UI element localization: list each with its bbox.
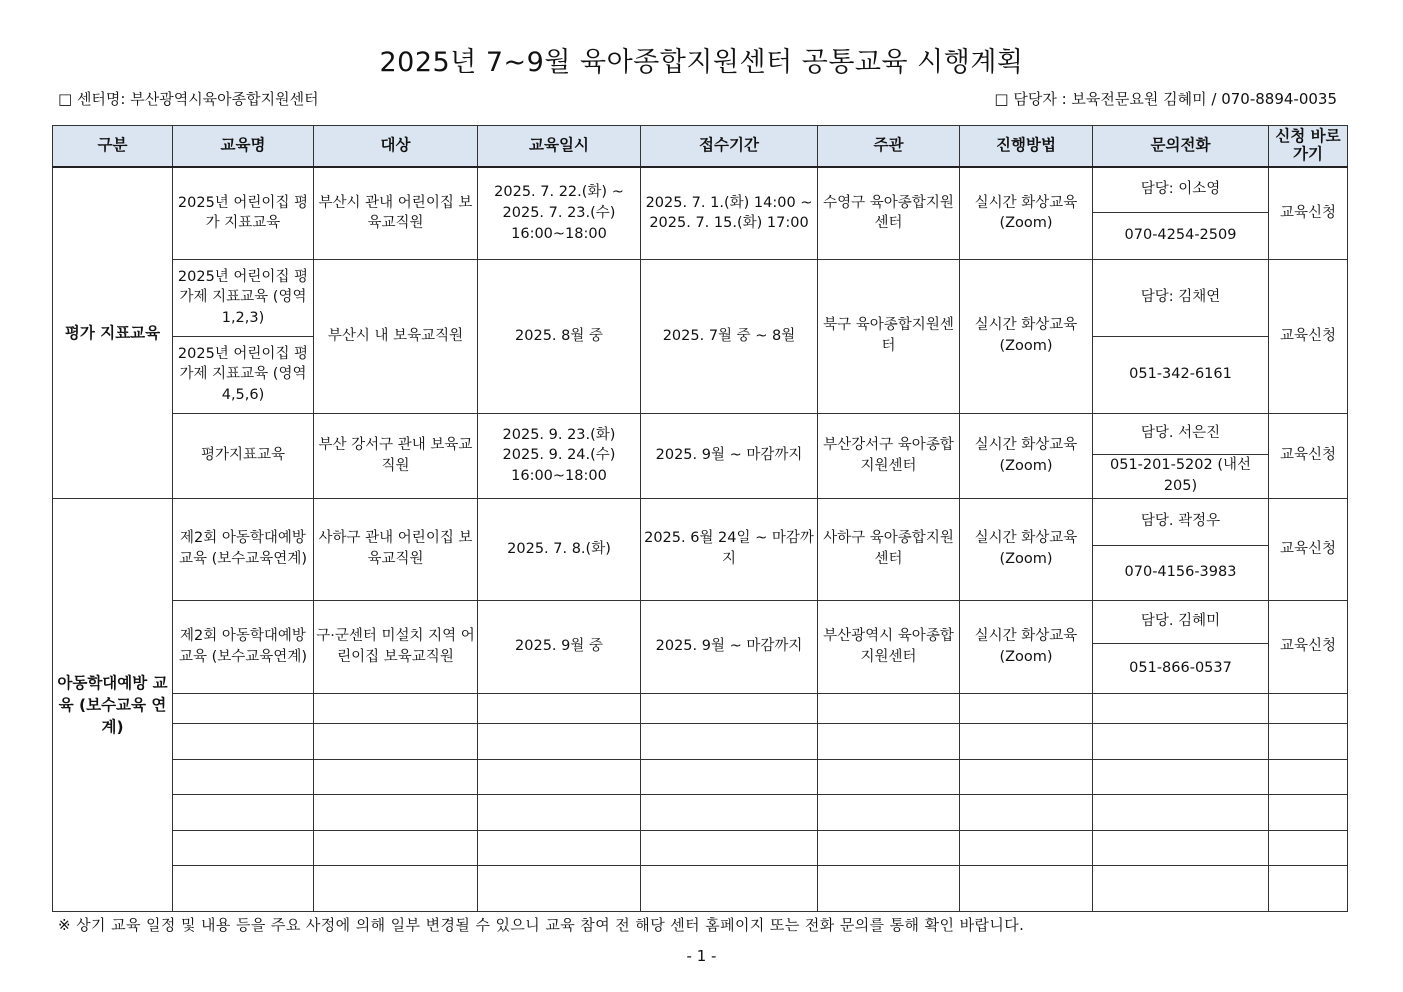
- course-datetime: 2025. 8월 중: [478, 259, 641, 413]
- course-method: 실시간 화상교육(Zoom): [960, 413, 1093, 498]
- contact-person: 담당. 서은진: [1093, 413, 1269, 454]
- course-host: 수영구 육아종합지원센터: [818, 167, 960, 259]
- table-row: [53, 259, 1348, 336]
- course-method: 실시간 화상교육(Zoom): [960, 498, 1093, 600]
- apply-link[interactable]: 교육신청: [1269, 600, 1348, 693]
- course-target: 부산시 내 보육교직원: [314, 259, 478, 413]
- course-method: 실시간 화상교육(Zoom): [960, 167, 1093, 259]
- page-number: - 1 -: [686, 947, 717, 965]
- empty-row: [53, 830, 1348, 865]
- course-name: 제2회 아동학대예방교육 (보수교육연계): [173, 498, 314, 600]
- course-period: 2025. 9월 ~ 마감까지: [641, 413, 818, 498]
- header-apply: 신청 바로가기: [1269, 126, 1348, 168]
- course-period: 2025. 6월 24일 ~ 마감까지: [641, 498, 818, 600]
- header-host: 주관: [818, 126, 960, 168]
- table-row: [53, 413, 1348, 454]
- apply-link[interactable]: 교육신청: [1269, 498, 1348, 600]
- course-period: 2025. 7월 중 ~ 8월: [641, 259, 818, 413]
- empty-row: [53, 693, 1348, 723]
- contact-phone: 051-342-6161: [1093, 336, 1269, 413]
- course-datetime: 2025. 9. 23.(화) 2025. 9. 24.(수) 16:00~18:00: [478, 413, 641, 498]
- header-target: 대상: [314, 126, 478, 168]
- education-plan-table: [52, 125, 1348, 912]
- course-host: 부산강서구 육아종합지원센터: [818, 413, 960, 498]
- header-phone: 문의전화: [1093, 126, 1269, 168]
- contact-person: 담당. 곽정우: [1093, 498, 1269, 545]
- course-host: 부산광역시 육아종합지원센터: [818, 600, 960, 693]
- header-period: 접수기간: [641, 126, 818, 168]
- course-target: 부산시 관내 어린이집 보육교직원: [314, 167, 478, 259]
- header-datetime: 교육일시: [478, 126, 641, 168]
- contact-phone: 051-201-5202 (내선205): [1093, 454, 1269, 498]
- contact-person: 담당: 이소영: [1093, 167, 1269, 212]
- table-row: [53, 498, 1348, 545]
- empty-row: [53, 794, 1348, 830]
- course-datetime: 2025. 7. 8.(화): [478, 498, 641, 600]
- course-target: 사하구 관내 어린이집 보육교직원: [314, 498, 478, 600]
- contact-person: 담당. 김혜미: [1093, 600, 1269, 643]
- course-name: 제2회 아동학대예방교육 (보수교육연계): [173, 600, 314, 693]
- course-name: 2025년 어린이집 평가 지표교육: [173, 167, 314, 259]
- contact-phone: 070-4254-2509: [1093, 212, 1269, 259]
- course-host: 북구 육아종합지원센터: [818, 259, 960, 413]
- apply-link[interactable]: 교육신청: [1269, 259, 1348, 413]
- page-title: 2025년 7~9월 육아종합지원센터 공통교육 시행계획: [379, 47, 1024, 78]
- course-datetime: 2025. 7. 22.(화) ~ 2025. 7. 23.(수) 16:00~18:00: [478, 167, 641, 259]
- course-name: 평가지표교육: [173, 413, 314, 498]
- empty-row: [53, 865, 1348, 911]
- group-evaluation: 평가 지표교육: [53, 167, 173, 498]
- apply-link[interactable]: 교육신청: [1269, 413, 1348, 498]
- center-name: □ 센터명: 부산광역시육아종합지원센터: [58, 90, 319, 108]
- contact-person: 담당: 김채연: [1093, 259, 1269, 336]
- course-target: 부산 강서구 관내 보육교직원: [314, 413, 478, 498]
- contact-phone: 070-4156-3983: [1093, 545, 1269, 600]
- header-category: 구분: [53, 126, 173, 168]
- table-row: [53, 600, 1348, 643]
- course-name: 2025년 어린이집 평가제 지표교육 (영역 1,2,3): [173, 259, 314, 336]
- empty-row: [53, 723, 1348, 759]
- course-host: 사하구 육아종합지원센터: [818, 498, 960, 600]
- course-method: 실시간 화상교육(Zoom): [960, 600, 1093, 693]
- course-datetime: 2025. 9월 중: [478, 600, 641, 693]
- apply-link[interactable]: 교육신청: [1269, 167, 1348, 259]
- course-name: 2025년 어린이집 평가제 지표교육 (영역 4,5,6): [173, 336, 314, 413]
- contact-phone: 051-866-0537: [1093, 643, 1269, 693]
- group-child-abuse-prevention: 아동학대예방 교육 (보수교육 연계): [53, 498, 173, 911]
- course-target: 구·군센터 미설치 지역 어린이집 보육교직원: [314, 600, 478, 693]
- footnote: ※ 상기 교육 일정 및 내용 등을 주요 사정에 의해 일부 변경될 수 있으니 교육 참여 전 해당 센터 홈페이지 또는 전화 문의를 통해 확인 바랍니다.: [58, 916, 1025, 934]
- course-method: 실시간 화상교육(Zoom): [960, 259, 1093, 413]
- empty-row: [53, 759, 1348, 794]
- header-method: 진행방법: [960, 126, 1093, 168]
- header-name: 교육명: [173, 126, 314, 168]
- header-row: [53, 126, 1348, 168]
- course-period: 2025. 9월 ~ 마감까지: [641, 600, 818, 693]
- manager-info: □ 담당자 : 보육전문요원 김혜미 / 070-8894-0035: [994, 90, 1337, 108]
- table-row: [53, 167, 1348, 212]
- course-period: 2025. 7. 1.(화) 14:00 ~ 2025. 7. 15.(화) 17:00: [641, 167, 818, 259]
